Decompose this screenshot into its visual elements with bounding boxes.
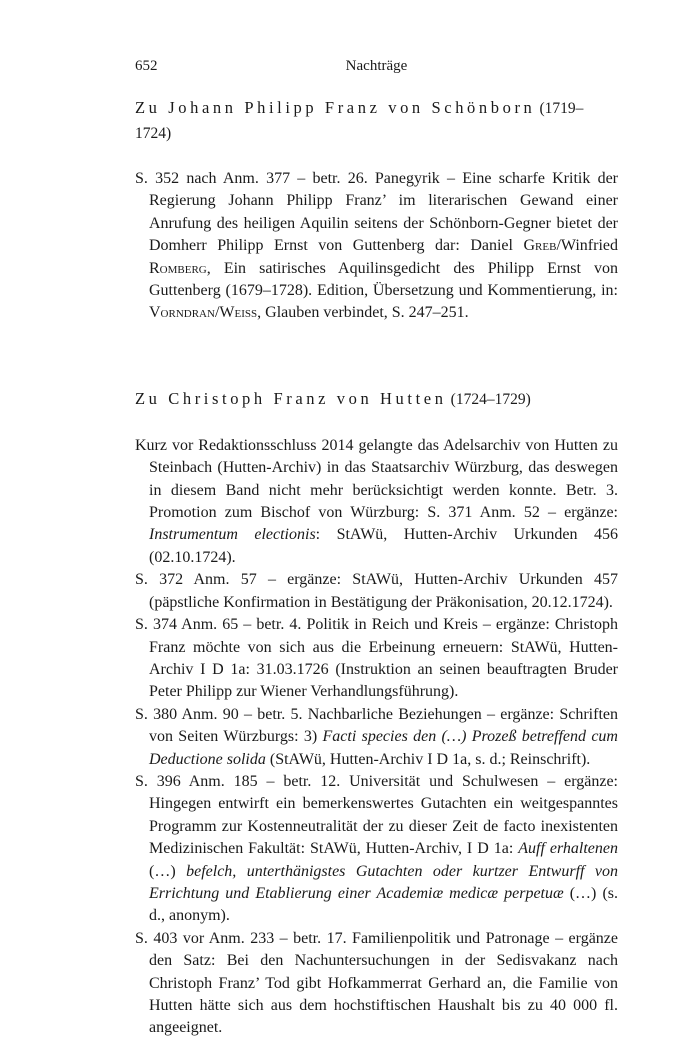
entry-text: , Glauben verbindet, S. 247–251. — [257, 304, 469, 322]
entry-text: (StAWü, Hutten-Archiv I D 1a, s. d.; Reinschrift). — [265, 750, 591, 768]
author-name: Romberg — [149, 259, 207, 277]
section-heading-hutten — [135, 387, 618, 412]
entry-text: S. 396 Anm. 185 – betr. 12. Universität und Schulwesen – ergänze: Hingegen entwirft ein bemerkenswertes Gutachten ein weitgespanntes Programm zur Kostenneutralität der zu dieser Zeit de facto inexistenten Medizinischen Fakultät: StAWü, Hutten-Archiv, I D 1a: — [135, 772, 618, 858]
running-head — [135, 58, 618, 84]
italic-title: befelch, unterthänigstes Gutachten oder kurtzer Entwurff von Errichtung und Etablierung einer Academiæ medicæ perpetuæ — [149, 862, 618, 902]
section-heading-years: (1724–1729) — [450, 390, 531, 408]
entry-panegyrik — [135, 168, 618, 325]
italic-title: Facti species den (…) Prozeß betreffend cum Deductione solida — [149, 728, 618, 768]
entry-text: , Ein satirisches Aquilinsgedicht des Philipp Ernst von Guttenberg (1679–1728). Edition, Übersetzung und Kommentierung, in: — [149, 259, 618, 300]
entry-s372 — [135, 569, 618, 614]
entry-text: (…) — [149, 862, 187, 880]
entry-hutten-archiv — [135, 435, 618, 569]
entry-text: /Winfried — [556, 237, 618, 255]
entry-s374 — [135, 614, 618, 704]
italic-title: Instrumentum electionis — [149, 526, 316, 544]
entry-text: S. 372 Anm. 57 – ergänze: StAWü, Hutten-Archiv Urkunden 457 (päpstliche Konfirmation in Bestätigung der Präkonisation, 20.12.1724). — [135, 571, 618, 611]
section-heading-name: Zu Johann Philipp Franz von Schönborn — [135, 98, 536, 117]
entry-text: S. 403 vor Anm. 233 – betr. 17. Familienpolitik und Patronage – ergänze den Satz: Bei den Nachuntersuchungen in der Sedisvakanz nach Christoph Franz’ Tod gibt Hofkammerrat Gerhard an, die Familie von Hutten hätte sich aus dem hochstiftischen Haushalt bis zu 40 000 fl. angeeignet. — [135, 929, 618, 1037]
entry-text: Kurz vor Redaktionsschluss 2014 gelangte das Adelsarchiv von Hutten zu Steinbach (Hutten-Archiv) in das Staatsarchiv Würzburg, das deswegen in diesem Band nicht mehr berücksichtigt werden konnte. Betr. 3. Promotion zum Bischof von Würzburg: S. 371 Anm. 52 – ergänze: — [135, 436, 618, 522]
section-heading-years: (1719–1724) — [135, 100, 584, 142]
section-heading-schoenborn — [135, 96, 618, 146]
page-body — [135, 58, 618, 1040]
italic-title: Auff erhaltenen — [518, 840, 618, 858]
entry-s380 — [135, 704, 618, 771]
entry-text: S. 374 Anm. 65 – betr. 4. Politik in Reich und Kreis – ergänze: Christoph Franz möchte von sich aus die Erbeinung erneuern: StAWü, Hutten-Archiv I D 1a: 31.03.1726 (Instruktion an seinen beauftragten Bruder Peter Philipp zur Wiener Verhandlungsführung). — [135, 616, 618, 701]
section-heading-name: Zu Christoph Franz von Hutten — [135, 388, 447, 408]
entry-text: S. 380 Anm. 90 – betr. 5. Nachbarliche Beziehungen – ergänze: Schriften von Seiten Würzburgs: 3) — [135, 705, 618, 746]
page-number: 652 — [135, 58, 158, 74]
author-name: Weiss — [219, 304, 258, 322]
entry-text: / — [214, 304, 220, 322]
author-name: Vorndran — [149, 304, 215, 322]
entry-s403 — [135, 928, 618, 1040]
entry-text: (…) (s. d., anonym). — [149, 884, 618, 925]
author-name: Greb — [523, 237, 557, 255]
entry-text: : StAWü, Hutten-Archiv Urkunden 456 (02.10.1724). — [149, 526, 618, 566]
running-title: Nachträge — [345, 58, 408, 74]
entry-text: S. 352 nach Anm. 377 – betr. 26. Panegyrik – Eine scharfe Kritik der Regierung Johann Philipp Franz’ im literarischen Gewand einer Anrufung des heiligen Aquilin seitens der Schönborn-Gegner bietet der Domherr Philipp Ernst von Guttenberg dar: Daniel — [135, 170, 618, 255]
entry-s396 — [135, 771, 618, 928]
